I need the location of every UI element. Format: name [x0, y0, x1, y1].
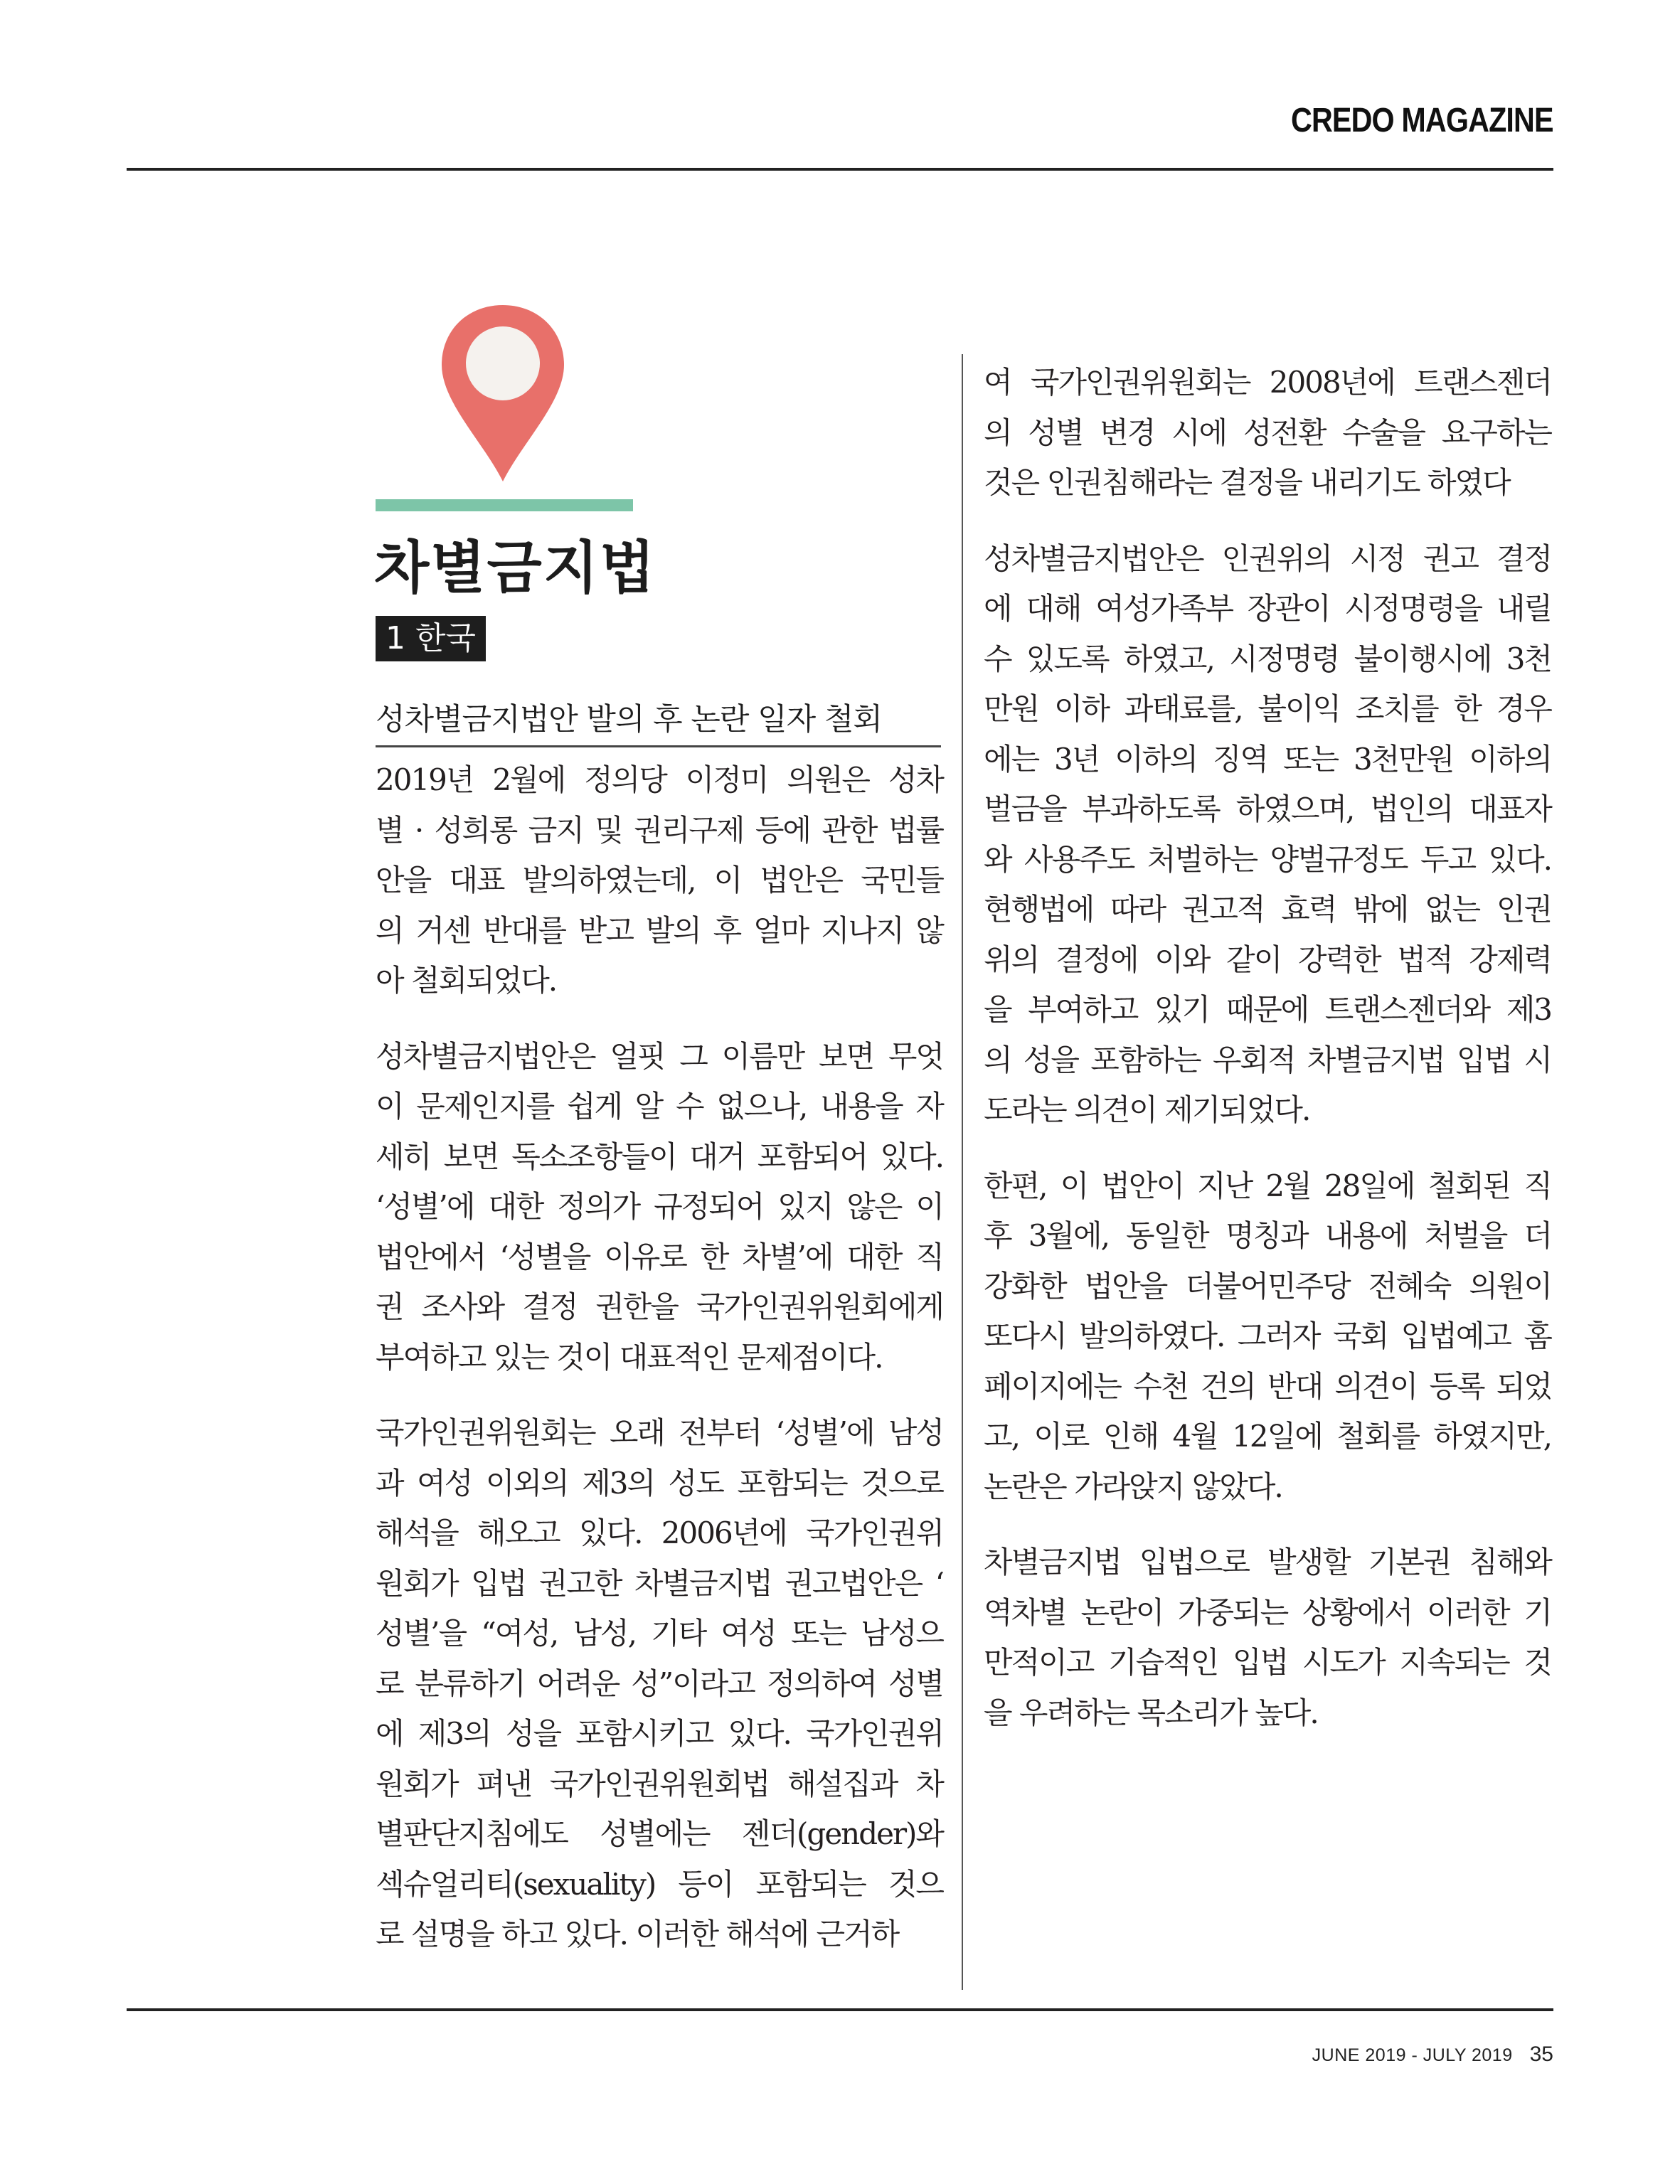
header-rule [127, 168, 1553, 171]
body-text-line: 원회가 펴낸 국가인권위원회법 해설집과 차 [376, 1766, 943, 1801]
left-column [376, 755, 943, 1960]
body-text-line: 원회가 입법 권고한 차별금지법 권고법안은 ‘ [376, 1565, 943, 1601]
body-text-line: 현행법에 따라 권고적 효력 밖에 없는 인권 [984, 892, 1551, 927]
body-text-line: 수 있도록 하였고, 시정명령 불이행시에 3천 [984, 641, 1551, 676]
body-text-line: 페이지에는 수천 건의 반대 의견이 등록 되었 [984, 1368, 1551, 1404]
body-text-line: 을 부여하고 있기 때문에 트랜스젠더와 제3 [984, 992, 1551, 1027]
paragraph-gap [984, 1512, 1551, 1538]
column-divider [962, 354, 963, 1990]
body-text-line: 성차별금지법안은 인권위의 시정 권고 결정 [984, 540, 1551, 576]
body-text-line: 로 설명을 하고 있다. 이러한 해석에 근거하 [376, 1917, 899, 1951]
body-text-line: 강화한 법안을 더불어민주당 전혜숙 의원이 [984, 1268, 1551, 1304]
paragraph-gap [984, 508, 1551, 534]
body-text-line: 벌금을 부과하도록 하였으며, 법인의 대표자 [984, 792, 1551, 826]
body-text-line: 고, 이로 인해 4월 12일에 철회를 하였지만, [984, 1419, 1551, 1454]
paragraph-gap [376, 1006, 943, 1032]
body-text-line: 도라는 의견이 제기되었다. [984, 1092, 1310, 1127]
body-text-line: 국가인권위원회는 오래 전부터 ‘성별’에 남성 [376, 1415, 943, 1450]
body-text-line: 의 거센 반대를 받고 발의 후 얼마 지나지 않 [376, 912, 943, 948]
body-text-line: 권 조사와 결정 권한을 국가인권위원회에게 [376, 1289, 943, 1324]
body-text-line: 로 분류하기 어려운 성”이라고 정의하여 성별 [376, 1666, 943, 1701]
body-text-line: 해석을 해오고 있다. 2006년에 국가인권위 [376, 1516, 943, 1550]
body-text-line: 별판단지침에도 성별에는 젠더(gender)와 [376, 1816, 943, 1851]
body-text-line: 부여하고 있는 것이 대표적인 문제점이다. [376, 1339, 883, 1375]
subhead-rule [376, 745, 941, 747]
body-text-line: 세히 보면 독소조항들이 대거 포함되어 있다. [376, 1139, 943, 1174]
body-text-line: 것은 인권침해라는 결정을 내리기도 하였다 [984, 465, 1510, 500]
body-text-line: 후 3월에, 동일한 명칭과 내용에 처벌을 더 [984, 1218, 1551, 1253]
body-text-line: 차별금지법 입법으로 발생할 기본권 침해와 [984, 1545, 1551, 1580]
body-text-line: 2019년 2월에 정의당 이정미 의원은 성차 [376, 762, 943, 797]
article-subhead: 성차별금지법안 발의 후 논란 일자 철회 [376, 702, 882, 737]
paragraph-gap [376, 1383, 943, 1408]
body-text-line: 의 성을 포함하는 우회적 차별금지법 입법 시 [984, 1042, 1551, 1077]
page-footer [1312, 2042, 1553, 2067]
body-text-line: 여 국가인권위원회는 2008년에 트랜스젠더 [984, 365, 1551, 400]
body-text-line: 또다시 발의하였다. 그러자 국회 입법예고 홈 [984, 1319, 1551, 1353]
body-text-line: 별 · 성희롱 금지 및 권리구제 등에 관한 법률 [376, 812, 943, 848]
location-pin-icon [439, 302, 567, 484]
body-text-line: 성별’을 “여성, 남성, 기타 여성 또는 남성으 [376, 1616, 943, 1651]
body-text-line: 논란은 가라앉지 않았다. [984, 1469, 1282, 1504]
body-text-line: 위의 결정에 이와 같이 강력한 법적 강제력 [984, 942, 1551, 977]
magazine-name: CREDO MAGAZINE [1291, 102, 1553, 139]
body-text-line: 아 철회되었다. [376, 963, 557, 998]
body-text-line: 안을 대표 발의하였는데, 이 법안은 국민들 [376, 863, 943, 897]
body-text-line: 에 대해 여성가족부 장관이 시정명령을 내릴 [984, 591, 1551, 626]
body-text-line: 한편, 이 법안이 지난 2월 28일에 철회된 직 [984, 1168, 1551, 1203]
body-text-line: 만원 이하 과태료를, 불이익 조치를 한 경우 [984, 691, 1551, 726]
body-text-line: 와 사용주도 처벌하는 양벌규정도 두고 있다. [984, 841, 1551, 877]
country-badge: 1 한국 [376, 616, 486, 661]
body-text-line: 역차별 논란이 가중되는 상황에서 이러한 기 [984, 1594, 1551, 1630]
body-text-line: 성차별금지법안은 얼핏 그 이름만 보면 무엇 [376, 1038, 943, 1074]
page-number: 35 [1529, 2042, 1553, 2066]
body-text-line: 에 제3의 성을 포함시키고 있다. 국가인권위 [376, 1716, 943, 1751]
title-accent-bar [376, 499, 633, 511]
body-text-line: ‘성별’에 대한 정의가 규정되어 있지 않은 이 [376, 1189, 943, 1224]
footer-rule [127, 2008, 1553, 2011]
paragraph-gap [984, 1136, 1551, 1161]
section-title: 차별금지법 [374, 535, 656, 601]
body-text-line: 과 여성 이외의 제3의 성도 포함되는 것으로 [376, 1465, 943, 1501]
body-text-line: 의 성별 변경 시에 성전환 수술을 요구하는 [984, 415, 1551, 450]
body-text-line: 법안에서 ‘성별을 이유로 한 차별’에 대한 직 [376, 1239, 943, 1274]
body-text-line: 을 우려하는 목소리가 높다. [984, 1695, 1318, 1730]
issue-date: JUNE 2019 - JULY 2019 [1312, 2045, 1513, 2065]
body-text-line: 만적이고 기습적인 입법 시도가 지속되는 것 [984, 1645, 1551, 1680]
right-column [984, 358, 1551, 1738]
body-text-line: 에는 3년 이하의 징역 또는 3천만원 이하의 [984, 741, 1551, 777]
body-text-line: 섹슈얼리티(sexuality) 등이 포함되는 것으 [376, 1866, 943, 1902]
body-text-line: 이 문제인지를 쉽게 알 수 없으나, 내용을 자 [376, 1089, 943, 1124]
